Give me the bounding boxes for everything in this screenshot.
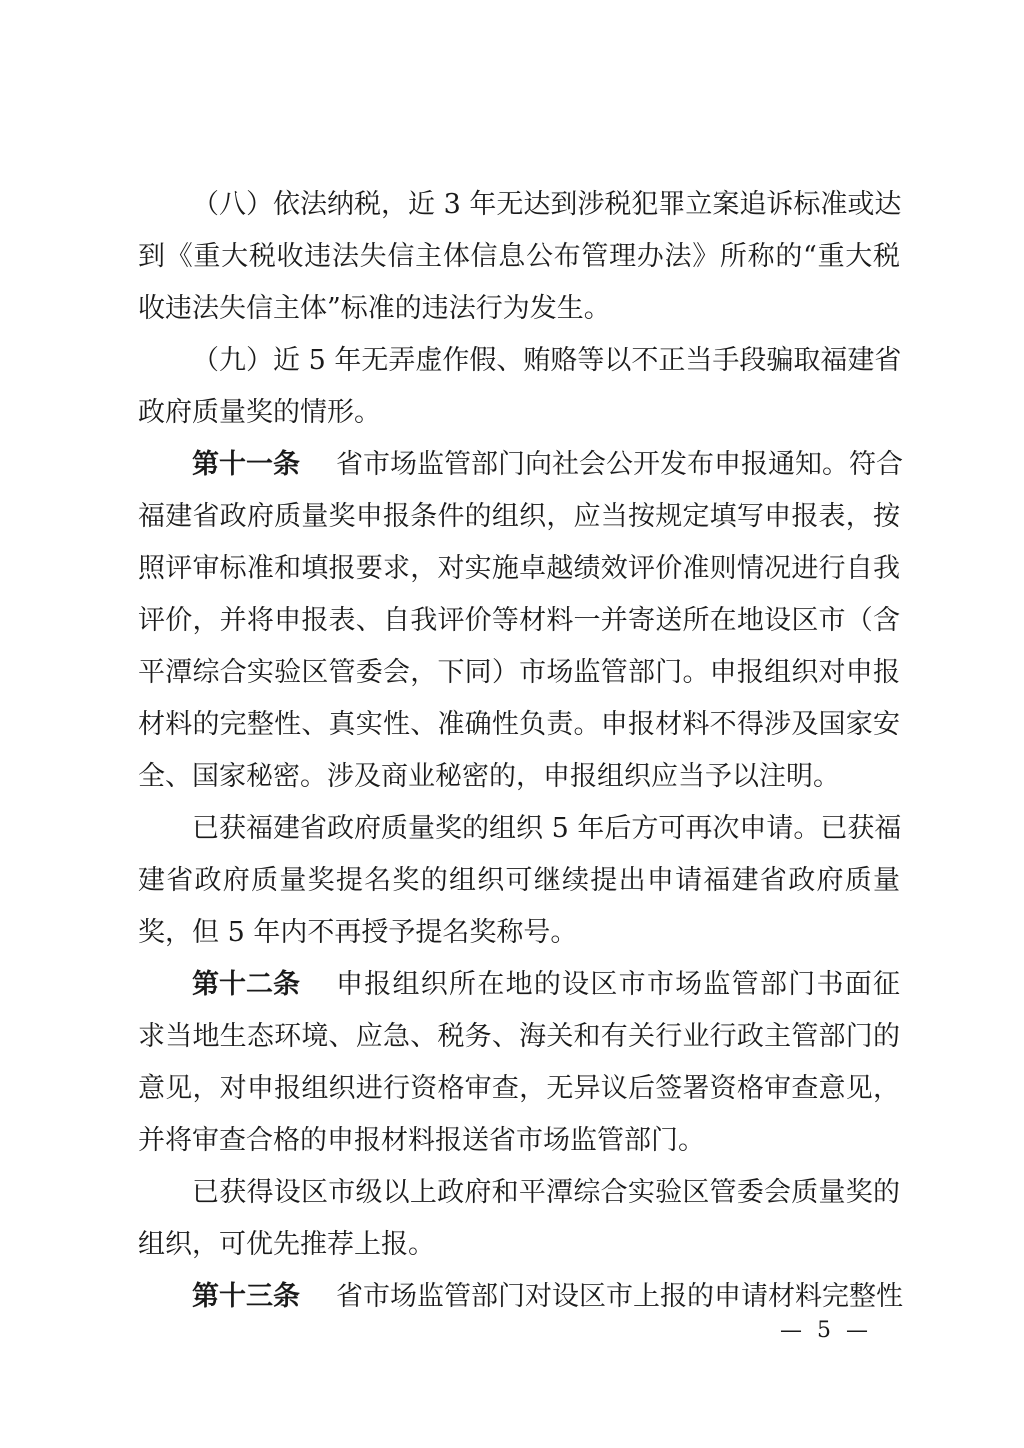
paragraph-text: 省市场监管部门向社会公开发布申报通知。符合 bbox=[336, 449, 903, 480]
paragraph-line: 政府质量奖的情形。 bbox=[138, 397, 381, 428]
paragraph-line: （八）依法纳税，近 3 年无达到涉税犯罪立案追诉标准或达 bbox=[192, 189, 902, 220]
paragraph-line: 到《重大税收违法失信主体信息公布管理办法》所称的“重大税 bbox=[138, 241, 900, 272]
paragraph-line: 照评审标准和填报要求，对实施卓越绩效评价准则情况进行自我 bbox=[138, 553, 900, 584]
article-11-first-line bbox=[138, 445, 903, 485]
paragraph-text: 申报组织所在地的设区市市场监管部门书面征 bbox=[336, 969, 900, 1000]
paragraph-line: 并将审查合格的申报材料报送省市场监管部门。 bbox=[138, 1125, 705, 1156]
article-13-first-line bbox=[138, 1277, 903, 1317]
article-12-first-line bbox=[138, 965, 900, 1005]
paragraph-line: 评价，并将申报表、自我评价等材料一并寄送所在地设区市（含 bbox=[138, 605, 900, 636]
paragraph-line: 组织，可优先推荐上报。 bbox=[138, 1229, 435, 1260]
paragraph-line: 收违法失信主体”标准的违法行为发生。 bbox=[138, 293, 611, 324]
page-number: — 5 — bbox=[780, 1318, 872, 1343]
paragraph-line: 建省政府质量奖提名奖的组织可继续提出申请福建省政府质量 bbox=[138, 865, 900, 896]
paragraph-line: 奖，但 5 年内不再授予提名奖称号。 bbox=[138, 917, 578, 948]
paragraph-line: （九）近 5 年无弄虚作假、贿赂等以不正当手段骗取福建省 bbox=[192, 345, 902, 376]
article-heading: 第十一条 bbox=[192, 449, 300, 480]
paragraph-line: 平潭综合实验区管委会，下同）市场监管部门。申报组织对申报 bbox=[138, 657, 900, 688]
paragraph-line: 意见，对申报组织进行资格审查，无异议后签署资格审查意见， bbox=[138, 1073, 900, 1104]
paragraph-line: 全、国家秘密。涉及商业秘密的，申报组织应当予以注明。 bbox=[138, 761, 840, 792]
paragraph-line: 材料的完整性、真实性、准确性负责。申报材料不得涉及国家安 bbox=[138, 709, 900, 740]
paragraph-text: 省市场监管部门对设区市上报的申请材料完整性 bbox=[336, 1281, 903, 1312]
paragraph-line: 已获福建省政府质量奖的组织 5 年后方可再次申请。已获福 bbox=[192, 813, 902, 844]
paragraph-line: 福建省政府质量奖申报条件的组织，应当按规定填写申报表，按 bbox=[138, 501, 900, 532]
article-heading: 第十三条 bbox=[192, 1281, 300, 1312]
paragraph-line: 求当地生态环境、应急、税务、海关和有关行业行政主管部门的 bbox=[138, 1021, 900, 1052]
article-heading: 第十二条 bbox=[192, 969, 300, 1000]
paragraph-line: 已获得设区市级以上政府和平潭综合实验区管委会质量奖的 bbox=[192, 1177, 900, 1208]
